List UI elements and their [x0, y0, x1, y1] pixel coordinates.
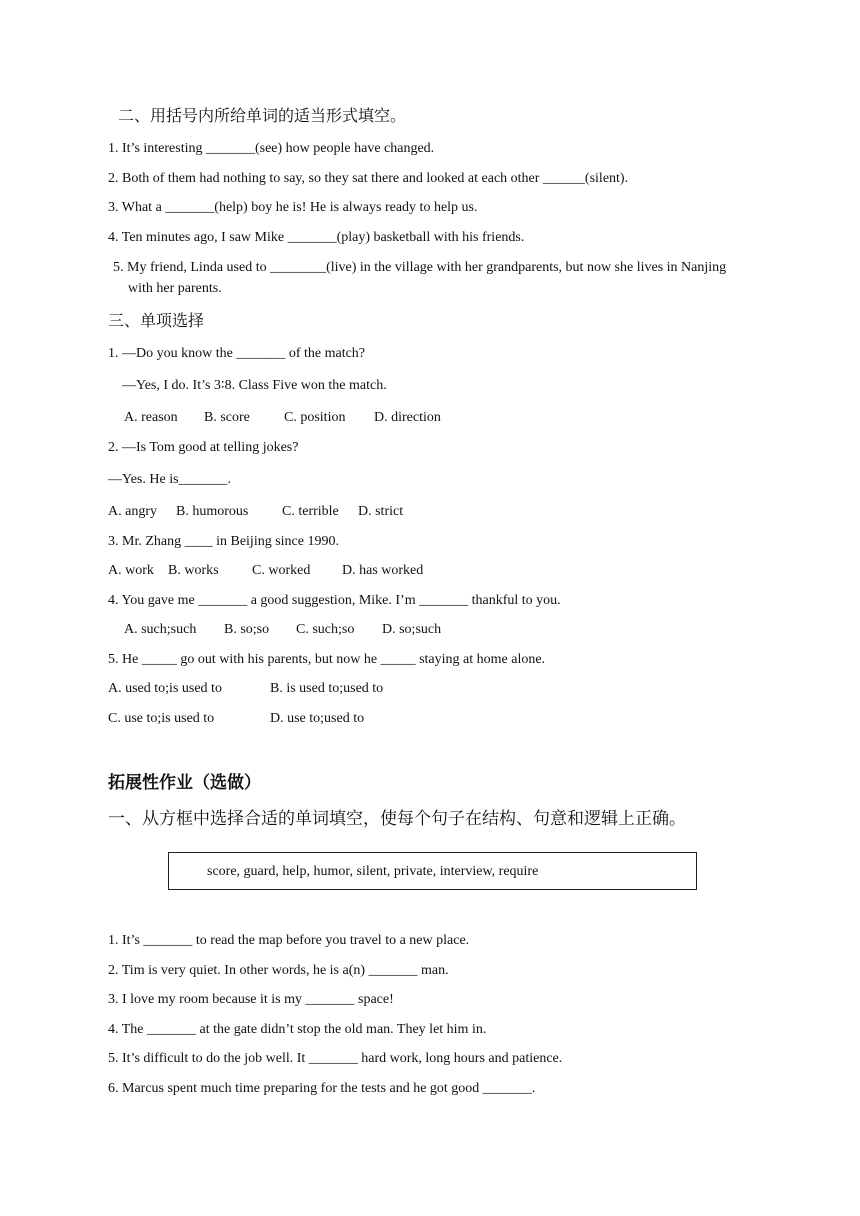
extended-item-6: 6. Marcus spent much time preparing for the tests and he got good _______. — [108, 1081, 536, 1096]
mc-q2-option-c: C. terrible — [282, 504, 339, 519]
word-box — [168, 852, 697, 890]
mc-q2-option-a: A. angry — [108, 504, 157, 519]
extended-item-2: 2. Tim is very quiet. In other words, he is a(n) _______ man. — [108, 963, 449, 978]
fill-item-1: 1. It’s interesting _______(see) how people have changed. — [108, 141, 435, 156]
mc-q5-stem: 5. He _____ go out with his parents, but now he _____ staying at home alone. — [108, 652, 546, 667]
mc-q2-option-b: B. humorous — [176, 504, 249, 519]
mc-q5-option-d: D. use to;used to — [270, 711, 365, 726]
mc-q4-stem: 4. You gave me _______ a good suggestion, Mike. I’m _______ thankful to you. — [108, 593, 561, 608]
mc-q1-option-c: C. position — [284, 410, 346, 425]
extended-item-3: 3. I love my room because it is my _______ space! — [108, 992, 394, 1007]
mc-q2-option-d: D. strict — [358, 504, 404, 519]
mc-q1-option-b: B. score — [204, 410, 250, 425]
mc-q5-option-b: B. is used to;used to — [270, 681, 384, 696]
fill-item-2: 2. Both of them had nothing to say, so they sat there and looked at each other ______(silent). — [108, 171, 629, 186]
mc-q1-option-a: A. reason — [124, 410, 178, 425]
mc-q4-option-b: B. so;so — [224, 622, 270, 637]
fill-item-3: 3. What a _______(help) boy he is! He is always ready to help us. — [108, 200, 478, 215]
extended-item-4: 4. The _______ at the gate didn’t stop the old man. They let him in. — [108, 1022, 487, 1037]
mc-q3-option-c: C. worked — [252, 563, 311, 578]
extended-item-5: 5. It’s difficult to do the job well. It _______ hard work, long hours and patience. — [108, 1051, 563, 1066]
mc-q3-stem: 3. Mr. Zhang ____ in Beijing since 1990. — [108, 534, 339, 549]
fill-item-5: 5. My friend, Linda used to ________(live) in the village with her grandparents, but now she lives in Nanjing — [113, 260, 727, 275]
mc-q5-option-c: C. use to;is used to — [108, 711, 215, 726]
mc-q3-option-d: D. has worked — [342, 563, 424, 578]
mc-q4-option-c: C. such;so — [296, 622, 355, 637]
mc-q4-option-d: D. so;such — [382, 622, 442, 637]
mc-q5-option-a: A. used to;is used to — [108, 681, 222, 696]
extended-item-1: 1. It’s _______ to read the map before you travel to a new place. — [108, 933, 470, 948]
mc-q3-option-a: A. work — [108, 563, 154, 578]
mc-q4-option-a: A. such;such — [124, 622, 197, 637]
extended-title: 拓展性作业（选做） — [108, 773, 261, 793]
mc-q1-stem: 1. —Do you know the _______ of the match? — [108, 346, 366, 361]
section3-heading: 三、单项选择 — [108, 311, 205, 330]
mc-q2-stem: 2. —Is Tom good at telling jokes? — [108, 440, 299, 455]
mc-q2-reply: —Yes. He is_______. — [108, 472, 232, 487]
mc-q1-reply: —Yes, I do. It’s 3∶8. Class Five won the match. — [122, 378, 387, 393]
mc-q3-option-b: B. works — [168, 563, 219, 578]
fill-item-4: 4. Ten minutes ago, I saw Mike _______(play) basketball with his friends. — [108, 230, 525, 245]
word-box-list: score, guard, help, humor, silent, private, interview, require — [207, 864, 539, 879]
mc-q1-option-d: D. direction — [374, 410, 441, 425]
section2-heading: 二、用括号内所给单词的适当形式填空。 — [118, 106, 407, 125]
extended-heading: 一、从方框中选择合适的单词填空，使每个句子在结构、句意和逻辑上正确。 — [108, 809, 686, 829]
fill-item-5-continued: with her parents. — [128, 281, 222, 296]
